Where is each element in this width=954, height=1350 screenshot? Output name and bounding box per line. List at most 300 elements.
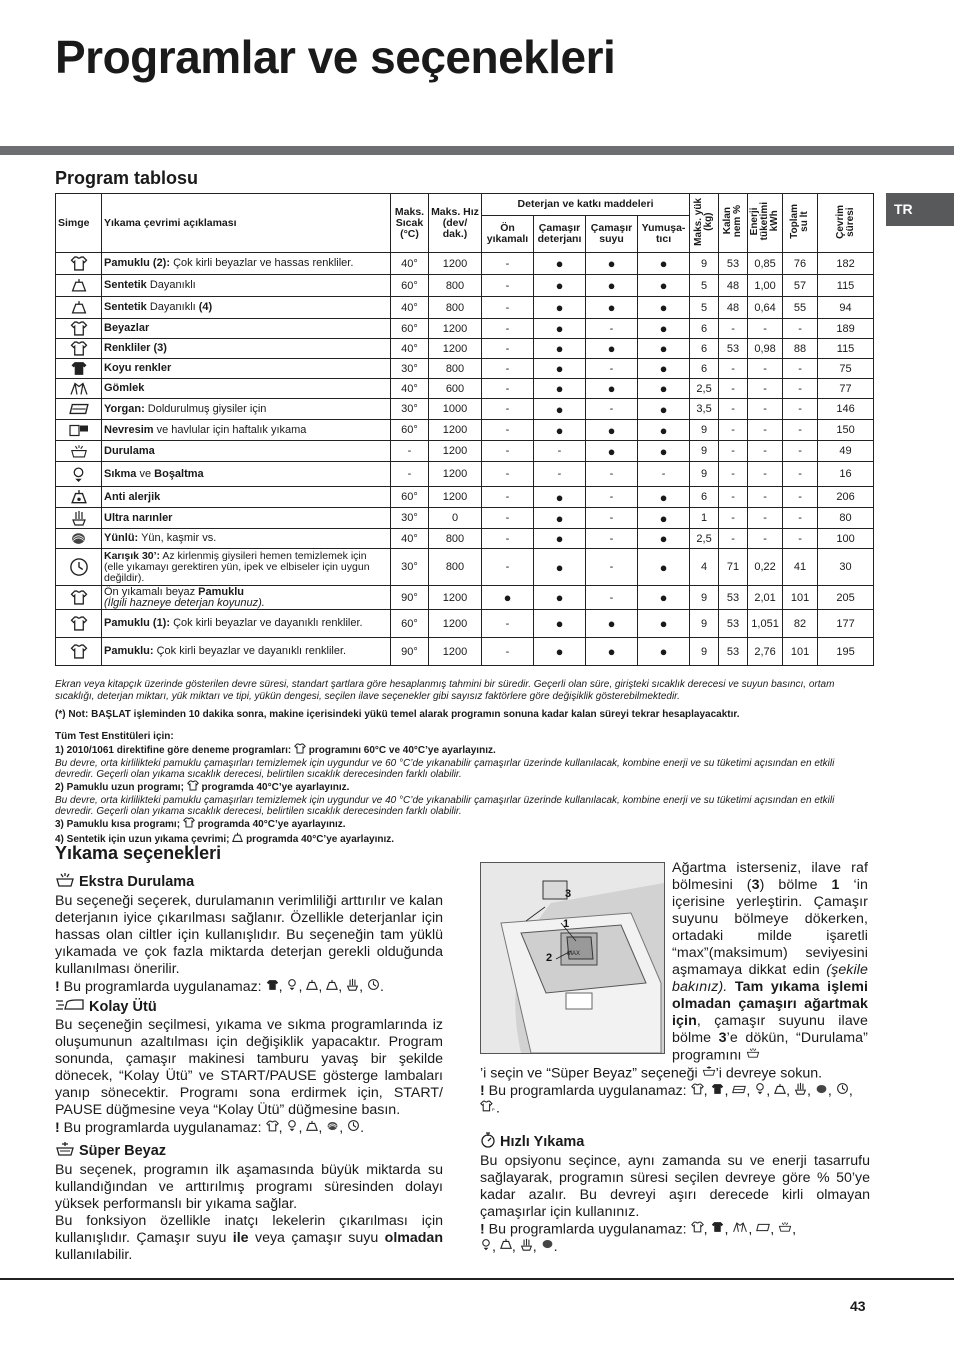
synthetic-icon: [326, 979, 338, 996]
note-2b: programda 40°C’ye ayarlayınız.: [198, 782, 350, 794]
cell-hum: 53: [719, 638, 748, 666]
table-row: [56, 399, 874, 420]
cell-soft: ●: [638, 359, 690, 379]
cell-wl: -: [783, 441, 818, 462]
disclaimer-note: Ekran veya kitapçık üzerinde gösterilen devre süresi, standart şartlara göre hesaplanmış tahmini bir süredir. Geçerli olan süre, girişteki sıcaklık derecesi ve suyun basıncı, ortam sıcaklığı, deterjan miktarı, yük miktarı ve tipi, yükün dengesi, seçilen ilave seçenekler gibi sayısız faktörlere göre değişiklik gösterebilmektedir.: [55, 679, 835, 702]
program-description: Ultra narınler: [102, 508, 391, 529]
cell-time: 205: [818, 586, 874, 610]
table-row: [56, 610, 874, 638]
program-description: Gömlek: [102, 379, 391, 399]
cell-pre: -: [482, 339, 534, 359]
cell-wl: 76: [783, 253, 818, 275]
easy-iron-body: Bu seçeneğin seçilmesi, yıkama ve sıkma programlarında iz oluşumunun azaltılması için değişiklik yapacaktır. Program sonunda, çamaşır makinesi tamburu yavaş bir şekilde dönecek, “Kolay Ütü” ve START/PAUSE gösterge lambaları yanıp sönecektir. Programı sona erdirmek için, START/ PAUSE düğmesine veya “Kolay Ütü” düğmesine basın.: [55, 1017, 443, 1118]
duvet-icon: [732, 1083, 746, 1100]
cell-wl: -: [783, 399, 818, 420]
cell-load: 9: [690, 462, 719, 487]
anti-allergy-icon: [56, 487, 102, 508]
wool-icon: [815, 1083, 828, 1100]
cell-time: 30: [818, 549, 874, 586]
cell-time: 177: [818, 610, 874, 638]
cell-wl: -: [783, 359, 818, 379]
cell-wl: -: [783, 529, 818, 549]
cell-temp: 60°: [391, 275, 429, 297]
delicates-icon: [794, 1082, 807, 1100]
quick-wash-body: Bu opsiyonu seçince, aynı zamanda su ve enerji tasarrufu sağlayarak, programın süresi seçilen devreye göre % 50’ye kadar azalır. Bu devreyi aşırı derecede kirli olmayan çamaşırlar için kullanınız.: [480, 1152, 870, 1220]
cell-hum: -: [719, 399, 748, 420]
extra-rinse-title: Ekstra Durulama: [79, 874, 195, 890]
cell-en: 2,76: [748, 638, 783, 666]
program-table-title: Program tablosu: [55, 168, 199, 188]
program-description: Durulama: [102, 441, 391, 462]
easy-iron-icon: [55, 998, 85, 1017]
cell-wl: -: [783, 462, 818, 487]
cell-soft: ●: [638, 610, 690, 638]
table-row: [56, 508, 874, 529]
program-description: Koyu renkler: [102, 359, 391, 379]
cell-time: 206: [818, 487, 874, 508]
header-total-water: Toplam su lt: [789, 204, 811, 239]
cell-wat: ●: [586, 420, 638, 441]
quick-wash-heading: [480, 1132, 870, 1153]
cell-soft: ●: [638, 638, 690, 666]
note-2-desc: Bu devre, orta kirlilikteki pamuklu çamaşırları temizlemek için uygundur ve 40 °C’de yıkanabilir çamaşırlar üzerinde kullanılacak, kombine enerji ve su tüketimi açısından en etkili devredir. Geçerli olan yıkama sıcaklık derecesi, belirtilen sıcaklık derecesinden farklı olabilir.: [55, 795, 835, 817]
cell-temp: -: [391, 441, 429, 462]
cell-hum: -: [719, 462, 748, 487]
quick-wash-warning: Bu programlarda uygulanamaz:: [488, 1220, 687, 1237]
cell-pre: -: [482, 275, 534, 297]
cell-time: 94: [818, 297, 874, 319]
cell-load: 9: [690, 253, 719, 275]
rinse-icon: [746, 1047, 760, 1064]
cell-load: 9: [690, 586, 719, 610]
program-description: Beyazlar: [102, 319, 391, 339]
header-softener: Yumuşa-tıcı: [638, 216, 690, 253]
cell-wl: 55: [783, 297, 818, 319]
cell-en: -: [748, 462, 783, 487]
cell-wl: 57: [783, 275, 818, 297]
cell-soft: ●: [638, 379, 690, 399]
note-1b: programını 60°C ve 40°C’ye ayarlayınız.: [306, 745, 496, 757]
cell-load: 5: [690, 297, 719, 319]
cell-hum: -: [719, 319, 748, 339]
cell-en: -: [748, 399, 783, 420]
cell-load: 9: [690, 420, 719, 441]
cell-time: 49: [818, 441, 874, 462]
cell-load: 4: [690, 549, 719, 586]
header-bleach: Çamaşır suyu: [586, 216, 638, 253]
extra-rinse-body: Bu seçeneği seçerek, durulamanın verimliliği arttırılır ve kalan deterjanın iyice çıkarılması sağlanır. Özellikle deterjanlar için hassas olan ciltler için kullanışlıdır. Bu seçeneğin tam yüklü yıkamada ve çok fazla miktarda deterjan gerekli olduğunda kullanılması önerilir.: [55, 893, 443, 977]
easy-iron-heading: [55, 998, 443, 1017]
table-row: [56, 420, 874, 441]
cell-speed: 800: [429, 275, 482, 297]
shirts-icon: [732, 1221, 748, 1238]
cell-speed: 1200: [429, 253, 482, 275]
mixed-30-icon: [347, 1119, 360, 1137]
program-description: Anti alerjik: [102, 487, 391, 508]
cell-wl: -: [783, 379, 818, 399]
cell-temp: 90°: [391, 586, 429, 610]
bleach-text-lower: ’i seçin ve “Süper Beyaz” seçeneği ’i devreye sokun. ! Bu programlarda uygulanamaz: , , , , , , , , P . Hızlı Yıkama Bu opsiyonu seçince, aynı zamanda su ve enerji tasarrufu sağlayarak, programın süresi seçilen devreye göre % 50’ye kadar azalır. Bu devreyi aşırı derecede kirli olmayan çamaşırlar için kullanınız. ! Bu programlarda uygulanamaz: , , , , , , , , .: [480, 1065, 870, 1255]
options-left-column: Ekstra Durulama Bu seçeneği seçerek, durulamanın verimliliği arttırılır ve kalan deterjanın iyice çıkarılması sağlanır. Özellikle deterjanlar için hassas olan ciltler için kullanışlıdır. Bu seçeneğin tam yüklü yıkamada ve çok fazla miktarda deterjan gerekli olduğunda kullanılması önerilir. ! Bu programlarda uygulanamaz: , , , , , . Kolay Ütü Bu seçeneğin seçilmesi, yıkama ve sıkma programlarında iz oluşumunun azaltılması için değişiklik yapacaktır. Program sonunda, çamaşır makinesi tamburu yavaş bir şekilde dönecek, “Kolay Ütü” ve START/PAUSE gösterge lambaları yanıp sönecektir. Programı sona erdirmek için, START/ PAUSE düğmesine veya “Kolay Ütü” düğmesine basın. ! Bu programlarda uygulanamaz: , , , , . Süper Beyaz Bu seçenek, programın ilk aşamasında büyük miktarda su kullandığından ve arttırılmış programı süresinden dolayı yüksek performanslı bir yıkama sağlar. Bu fonksiyon özellikle inatçı lekelerin çıkarılması için kullanışlıdır. Çamaşır suyu ile veya çamaşır suyu olmadan kullanılabilir.: [55, 874, 443, 1263]
star-note: (*) Not: BAŞLAT işleminden 10 dakika sonra, makine içerisindeki yükü temel alarak programın sonuna kadar kalan süreyi tekrar hesaplayacaktır.: [55, 709, 740, 720]
cell-pre: -: [482, 420, 534, 441]
cell-speed: 600: [429, 379, 482, 399]
cell-wat: ●: [586, 379, 638, 399]
table-row: [56, 359, 874, 379]
table-row: [56, 638, 874, 666]
cell-wat: -: [586, 586, 638, 610]
synthetic-small-icon: [232, 832, 243, 847]
program-description: Pamuklu (2): Çok kirli beyazlar ve hassas renkliler.: [102, 253, 391, 275]
header-detergents: Deterjan ve katkı maddeleri: [482, 194, 690, 216]
table-row: [56, 586, 874, 610]
cell-soft: ●: [638, 420, 690, 441]
quick-wash-title: Hızlı Yıkama: [500, 1133, 585, 1150]
table-row: [56, 297, 874, 319]
cell-det: ●: [534, 339, 586, 359]
program-table: [55, 193, 874, 666]
cell-speed: 800: [429, 359, 482, 379]
extra-rinse-warning: Bu programlarda uygulanamaz:: [63, 978, 262, 995]
cell-load: 6: [690, 359, 719, 379]
cell-soft: ●: [638, 253, 690, 275]
cell-pre: -: [482, 610, 534, 638]
super-white-icon: [55, 1141, 75, 1162]
cell-soft: ●: [638, 508, 690, 529]
whites-icon: [691, 1083, 704, 1100]
shirts-icon: [56, 379, 102, 399]
cotton-prewash-icon: [56, 586, 102, 610]
cell-en: 1,00: [748, 275, 783, 297]
cell-temp: 30°: [391, 359, 429, 379]
cell-det: ●: [534, 359, 586, 379]
synthetic-icon: [56, 297, 102, 319]
synthetic-icon: [306, 979, 318, 996]
svg-text:MAX: MAX: [567, 951, 581, 957]
note-1-desc: Bu devre, orta kirlilikteki pamuklu çamaşırları temizlemek için uygundur ve 60 °C’de yıkanabilir çamaşırlar üzerinde kullanılacak, kombine enerji ve su tüketimi açısından en etkili devredir. Geçerli olan yıkama sıcaklık derecesi, belirtilen sıcaklık derecesinden farklı olabilir.: [55, 758, 835, 780]
cell-det: ●: [534, 529, 586, 549]
cell-soft: -: [638, 462, 690, 487]
cell-time: 75: [818, 359, 874, 379]
cell-wat: -: [586, 487, 638, 508]
table-row: [56, 339, 874, 359]
cell-load: 9: [690, 441, 719, 462]
cotton-60-icon: [56, 610, 102, 638]
table-row: [56, 275, 874, 297]
cell-pre: -: [482, 529, 534, 549]
cell-wat: ●: [586, 339, 638, 359]
cell-wat: -: [586, 529, 638, 549]
delicates-icon: [346, 978, 359, 996]
wash-options-title: Yıkama seçenekleri: [55, 843, 222, 863]
cell-wat: -: [586, 359, 638, 379]
cell-hum: 48: [719, 297, 748, 319]
cell-pre: -: [482, 638, 534, 666]
bleach-text-upper: Ağartma isterseniz, ilave raf bölmesini (3) bölme 1 ‘in içerisine yerleştirin. Çamaşır suyunu bölmeye dökerken, ortadaki milde işaretli “max”(maksimum) seviyesini aşmamaya dikkat edin (şekile bakınız). Tam yıkama işlemi olmadan çamaşırı ağartmak için, çamaşır suyunu ilave bölme 3’e dökün, “Durulama” programını: [672, 860, 869, 1064]
note-4b: programda 40°C’ye ayarlayınız.: [243, 834, 395, 846]
cell-hum: -: [719, 420, 748, 441]
cell-load: 6: [690, 487, 719, 508]
cell-speed: 1000: [429, 399, 482, 420]
cell-time: 189: [818, 319, 874, 339]
cell-hum: -: [719, 487, 748, 508]
super-white-body-1: Bu seçenek, programın ilk aşamasında büyük miktarda su kullandığından ve arttırılmış programı süresinden dolayı yüksek performanslı bir yıkama sağlar.: [55, 1162, 443, 1212]
wool-icon: [56, 529, 102, 549]
cotton-90-icon: [56, 638, 102, 666]
cell-det: ●: [534, 297, 586, 319]
cell-en: -: [748, 508, 783, 529]
footer-divider: [0, 1278, 954, 1280]
cell-time: 80: [818, 508, 874, 529]
synthetic-icon: [500, 1238, 512, 1255]
cell-pre: -: [482, 297, 534, 319]
cell-det: ●: [534, 508, 586, 529]
cell-pre: -: [482, 508, 534, 529]
cell-time: 16: [818, 462, 874, 487]
cell-en: -: [748, 319, 783, 339]
cell-load: 9: [690, 638, 719, 666]
cell-hum: 71: [719, 549, 748, 586]
header-energy: Enerji tüketimi kWh: [749, 202, 781, 241]
cell-hum: 48: [719, 275, 748, 297]
cotton-standard-icon: [294, 743, 306, 758]
cell-hum: 53: [719, 253, 748, 275]
cotton-long-icon: [187, 780, 199, 795]
figure-label-1: 1: [563, 918, 570, 930]
cell-pre: -: [482, 379, 534, 399]
cell-det: -: [534, 462, 586, 487]
cell-wl: -: [783, 487, 818, 508]
header-max-temp: Maks. Sıcak (°C): [391, 194, 429, 253]
spin-drain-icon: [286, 1119, 298, 1137]
program-description: Sentetik Dayanıklı: [102, 275, 391, 297]
cell-speed: 800: [429, 297, 482, 319]
cell-det: ●: [534, 638, 586, 666]
table-row: [56, 529, 874, 549]
cell-speed: 0: [429, 508, 482, 529]
svg-text:P: P: [492, 1107, 495, 1113]
note-1: 1) 2010/1061 direktifine göre deneme programları:: [55, 745, 292, 757]
whites-icon: [266, 1120, 279, 1137]
quick-wash-icon: [480, 1132, 496, 1153]
table-notes: [55, 679, 873, 847]
cell-soft: ●: [638, 529, 690, 549]
cell-en: 0,64: [748, 297, 783, 319]
cell-speed: 1200: [429, 462, 482, 487]
cell-pre: -: [482, 253, 534, 275]
cell-load: 9: [690, 610, 719, 638]
cell-temp: 40°: [391, 253, 429, 275]
institutes-note: Tüm Test Enstitüleri için:: [55, 731, 174, 742]
cell-temp: 40°: [391, 529, 429, 549]
cell-en: -: [748, 359, 783, 379]
mixed-30-icon: [367, 978, 380, 996]
cell-wl: 101: [783, 586, 818, 610]
cell-time: 150: [818, 420, 874, 441]
super-white-title: Süper Beyaz: [79, 1143, 167, 1159]
table-row: [56, 549, 874, 586]
program-description: Yünlü: Yün, kaşmir vs.: [102, 529, 391, 549]
duvet-icon: [756, 1221, 770, 1238]
cell-time: 115: [818, 275, 874, 297]
cell-wat: ●: [586, 275, 638, 297]
super-white-icon: [702, 1065, 716, 1082]
cell-pre: -: [482, 399, 534, 420]
cell-det: ●: [534, 610, 586, 638]
note-3: 3) Pamuklu kısa programı;: [55, 819, 181, 831]
note-4: 4) Sentetik için uzun yıkama çevrimi;: [55, 834, 230, 846]
wool-icon: [326, 1120, 339, 1137]
wool-icon: [541, 1238, 554, 1255]
whites-icon: [56, 319, 102, 339]
header-residual-moisture: Kalan nem %: [722, 205, 744, 238]
cell-soft: ●: [638, 549, 690, 586]
program-description: Sentetik Dayanıklı (4): [102, 297, 391, 319]
detergent-drawer-illustration: [480, 862, 665, 1054]
note-3b: programda 40°C’ye ayarlayınız.: [194, 819, 346, 831]
cell-hum: 53: [719, 610, 748, 638]
spin-drain-icon: [286, 978, 298, 996]
cell-en: 2,01: [748, 586, 783, 610]
cell-temp: 40°: [391, 339, 429, 359]
cell-det: ●: [534, 549, 586, 586]
super-white-heading: [55, 1141, 443, 1162]
dark-shirt-icon: [711, 1221, 724, 1238]
cell-pre: -: [482, 441, 534, 462]
cell-temp: 60°: [391, 610, 429, 638]
cell-wl: 82: [783, 610, 818, 638]
cell-temp: 30°: [391, 549, 429, 586]
program-description: Pamuklu: Çok kirli beyazlar ve dayanıklı renkliler.: [102, 638, 391, 666]
cell-temp: 90°: [391, 638, 429, 666]
cell-load: 3,5: [690, 399, 719, 420]
cell-det: -: [534, 441, 586, 462]
cell-det: ●: [534, 586, 586, 610]
cell-wat: ●: [586, 441, 638, 462]
cell-speed: 1200: [429, 441, 482, 462]
program-description: Pamuklu (1): Çok kirli beyazlar ve dayanıklı renkliler.: [102, 610, 391, 638]
spin-drain-icon: [480, 1238, 492, 1256]
super-white-body-2: Bu fonksiyon özellikle inatçı lekelerin çıkarılması için kullanışlıdır. Çamaşır suyu ile veya çamaşır suyu olmadan kullanılabilir.: [55, 1213, 443, 1263]
synthetic-icon: [306, 1120, 318, 1137]
cell-wat: -: [586, 549, 638, 586]
mixed-30-icon: [836, 1082, 849, 1100]
cell-soft: ●: [638, 297, 690, 319]
header-max-speed: Maks. Hız (dev/ dak.): [429, 194, 482, 253]
cell-load: 6: [690, 339, 719, 359]
easy-iron-title: Kolay Ütü: [89, 999, 157, 1015]
coloureds-icon: [56, 339, 102, 359]
cell-hum: 53: [719, 339, 748, 359]
cell-det: ●: [534, 487, 586, 508]
cell-temp: 40°: [391, 297, 429, 319]
cell-wl: 41: [783, 549, 818, 586]
cell-temp: 30°: [391, 508, 429, 529]
cell-pre: -: [482, 319, 534, 339]
cell-load: 1: [690, 508, 719, 529]
cell-time: 77: [818, 379, 874, 399]
language-tab: TR: [886, 193, 954, 226]
table-row: [56, 379, 874, 399]
header-description: Yıkama çevrimi açıklaması: [102, 194, 391, 253]
header-detergent: Çamaşır deterjanı: [534, 216, 586, 253]
cell-en: -: [748, 441, 783, 462]
cell-speed: 800: [429, 529, 482, 549]
cell-speed: 1200: [429, 420, 482, 441]
cotton-40-icon: [56, 253, 102, 275]
cell-speed: 1200: [429, 319, 482, 339]
cell-det: ●: [534, 379, 586, 399]
spin-drain-icon: [56, 462, 102, 487]
cell-en: 0,98: [748, 339, 783, 359]
cell-temp: 60°: [391, 487, 429, 508]
delicates-icon: [520, 1238, 533, 1256]
cell-soft: ●: [638, 339, 690, 359]
cell-time: 115: [818, 339, 874, 359]
cell-pre: -: [482, 549, 534, 586]
spin-drain-icon: [754, 1082, 766, 1100]
bedding-icon: [56, 420, 102, 441]
cell-speed: 1200: [429, 339, 482, 359]
cell-det: ●: [534, 253, 586, 275]
cell-pre: -: [482, 462, 534, 487]
cell-hum: -: [719, 379, 748, 399]
cell-en: -: [748, 529, 783, 549]
figure-label-3: 3: [565, 888, 572, 900]
mixed-30-icon: [56, 549, 102, 586]
cell-soft: ●: [638, 586, 690, 610]
cell-speed: 1200: [429, 638, 482, 666]
table-row: [56, 319, 874, 339]
table-row: [56, 462, 874, 487]
cell-en: -: [748, 487, 783, 508]
cotton-prewash-icon: [480, 1100, 496, 1117]
program-description: Yorgan: Doldurulmuş giysiler için: [102, 399, 391, 420]
cell-wat: -: [586, 319, 638, 339]
program-description: Karışık 30’: Az kirlenmiş giysileri hemen temizlemek için (elle yıkamayı gerektiren yün, ipek ve elbiseler için uygun değildir).: [102, 549, 391, 586]
dark-shirt-icon: [56, 359, 102, 379]
cell-soft: ●: [638, 487, 690, 508]
cell-wat: ●: [586, 253, 638, 275]
cell-wl: -: [783, 319, 818, 339]
cell-soft: ●: [638, 399, 690, 420]
cell-speed: 1200: [429, 610, 482, 638]
cell-en: 0,22: [748, 549, 783, 586]
cell-time: 100: [818, 529, 874, 549]
dark-shirt-icon: [711, 1083, 724, 1100]
cell-soft: ●: [638, 275, 690, 297]
header-prewash: Ön yıkamalı: [482, 216, 534, 253]
cell-wl: -: [783, 420, 818, 441]
cell-soft: ●: [638, 441, 690, 462]
cell-speed: 1200: [429, 586, 482, 610]
cell-det: ●: [534, 399, 586, 420]
header-divider-bar: [0, 146, 954, 155]
extra-rinse-heading: [55, 872, 443, 893]
cell-en: 0,85: [748, 253, 783, 275]
delicates-icon: [56, 508, 102, 529]
cell-en: -: [748, 379, 783, 399]
cell-hum: -: [719, 359, 748, 379]
header-cycle-time: Çevrim süresi: [834, 204, 856, 239]
page-title: Programlar ve seçenekleri: [55, 31, 616, 83]
cell-speed: 800: [429, 549, 482, 586]
synthetic-icon: [774, 1083, 786, 1100]
table-row: [56, 487, 874, 508]
cell-wat: ●: [586, 610, 638, 638]
extra-rinse-icon: [55, 872, 75, 893]
cell-hum: -: [719, 529, 748, 549]
